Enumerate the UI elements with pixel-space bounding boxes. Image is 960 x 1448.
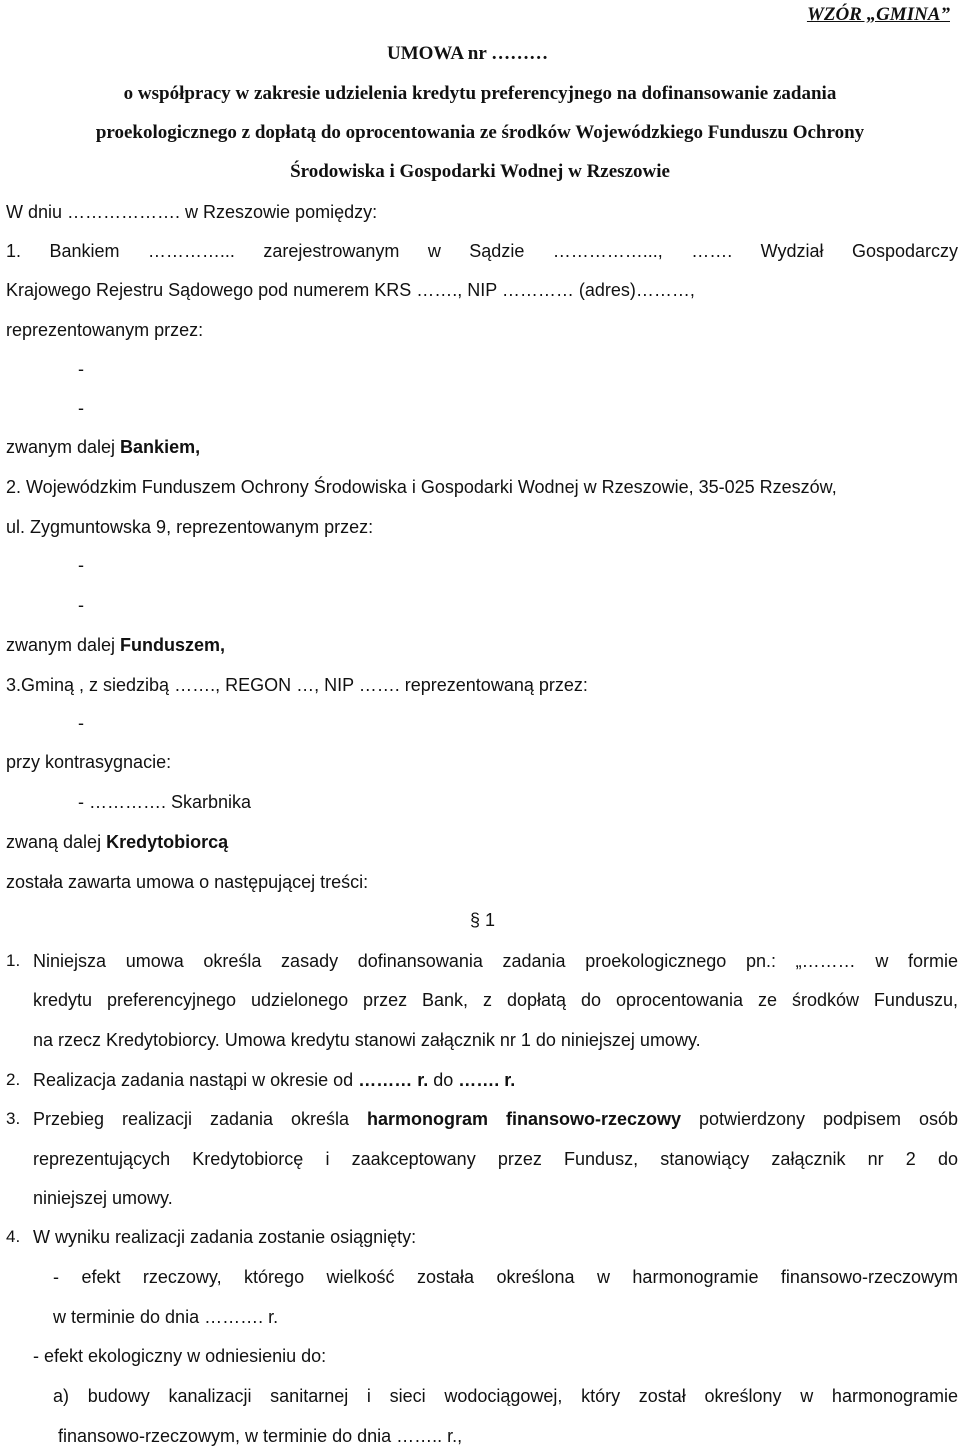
- item4-line-2: - efekt rzeczowy, którego wielkość została określona w harmonogramie finansowo-rzeczowym: [53, 1267, 958, 1287]
- party1-called: [6, 435, 958, 459]
- subtitle-line-2: proekologicznego z dopłatą do oprocentowania ze środków Wojewódzkiego Funduszu Ochrony: [95, 122, 865, 143]
- party2-name: Funduszem,: [120, 635, 226, 655]
- contract-title: UMOWA nr ………: [387, 43, 549, 64]
- item4-line-4: - efekt ekologiczny w odniesieniu do:: [33, 1346, 327, 1366]
- party2-called: [6, 633, 958, 657]
- item3-line-2: reprezentujących Kredytobiorcę i zaakceptowany przez Fundusz, stanowiący załącznik nr 2 do: [33, 1149, 958, 1169]
- template-label: WZÓR „GMINA”: [806, 4, 950, 25]
- item2-date-to: ……. r.: [458, 1070, 516, 1090]
- subtitle-line-1: o współpracy w zakresie udzielenia kredytu preferencyjnego na dofinansowanie zadania: [123, 83, 837, 104]
- item3-schedule: harmonogram finansowo-rzeczowy: [366, 1109, 681, 1129]
- countersign-line: przy kontrasygnacie:: [6, 752, 172, 772]
- treasurer-line: - …………. Skarbnika: [78, 792, 252, 812]
- party3-line-1: 3.Gminą , z siedzibą ……., REGON …, NIP ……. reprezentowaną przez:: [6, 675, 588, 695]
- date-line: W dniu ………………. w Rzeszowie pomiędzy:: [6, 202, 378, 222]
- item4-line-5: a) budowy kanalizacji sanitarnej i sieci wodociągowej, który został określony w harmonogramie: [53, 1386, 958, 1406]
- section-heading: § 1: [470, 910, 496, 930]
- party3-name: Kredytobiorcą: [106, 832, 229, 852]
- item1-line-2: kredytu preferencyjnego udzielonego przez Bank, z dopłatą do oprocentowania ze środków Funduszu,: [33, 990, 958, 1010]
- party1-line-2: Krajowego Rejestru Sądowego pod numerem KRS ……., NIP ………… (adres)………,: [6, 280, 695, 300]
- subtitle-line-3: Środowiska i Gospodarki Wodnej w Rzeszowie: [290, 161, 670, 182]
- party3-dash-1: -: [78, 713, 84, 733]
- party1-name: Bankiem,: [120, 437, 201, 457]
- item4-line-1: W wyniku realizacji zadania zostanie osiągnięty:: [33, 1227, 417, 1247]
- party2-line-1: 2. Wojewódzkim Funduszem Ochrony Środowiska i Gospodarki Wodnej w Rzeszowie, 35-025 Rzeszów,: [6, 477, 837, 497]
- called-prefix: zwanym dalej: [6, 437, 121, 457]
- concluded-line: została zawarta umowa o następującej treści:: [6, 872, 369, 892]
- item4-number: 4.: [6, 1227, 21, 1246]
- called-prefix: zwanym dalej: [6, 635, 121, 655]
- item4-line-3: w terminie do dnia ………. r.: [53, 1307, 279, 1327]
- item3-line-1: [33, 1107, 958, 1131]
- item3-number: 3.: [6, 1109, 21, 1128]
- item1-line-1: Niniejsza umowa określa zasady dofinansowania zadania proekologicznego pn.: „……… w formie: [33, 951, 958, 971]
- item3-line-3: niniejszej umowy.: [33, 1188, 173, 1208]
- item2-line-1: [33, 1068, 958, 1092]
- called-prefix: zwaną dalej: [6, 832, 107, 852]
- item3-text-c: potwierdzony podpisem osób: [680, 1109, 958, 1129]
- item2-text-a: Realizacja zadania nastąpi w okresie od: [33, 1070, 359, 1090]
- item2-text-c: do: [428, 1070, 459, 1090]
- party2-dash-2: -: [78, 595, 84, 615]
- item4-line-6: finansowo-rzeczowym, w terminie do dnia …….. r.,: [58, 1426, 463, 1446]
- item1-number: 1.: [6, 951, 21, 970]
- party2-dash-1: -: [78, 555, 84, 575]
- party1-dash-1: -: [78, 359, 84, 379]
- party2-line-2: ul. Zygmuntowska 9, reprezentowanym przez:: [6, 517, 374, 537]
- party1-line-1: 1. Bankiem …………... zarejestrowanym w Sądzie ……………..., ……. Wydział Gospodarczy: [6, 241, 958, 261]
- item1-line-3: na rzecz Kredytobiorcy. Umowa kredytu stanowi załącznik nr 1 do niniejszej umowy.: [33, 1030, 701, 1050]
- item3-text-a: Przebieg realizacji zadania określa: [33, 1109, 367, 1129]
- item2-number: 2.: [6, 1070, 21, 1089]
- item2-date-from: ……… r.: [358, 1070, 429, 1090]
- party3-called: [6, 830, 958, 854]
- party1-dash-2: -: [78, 398, 84, 418]
- party1-line-3: reprezentowanym przez:: [6, 320, 204, 340]
